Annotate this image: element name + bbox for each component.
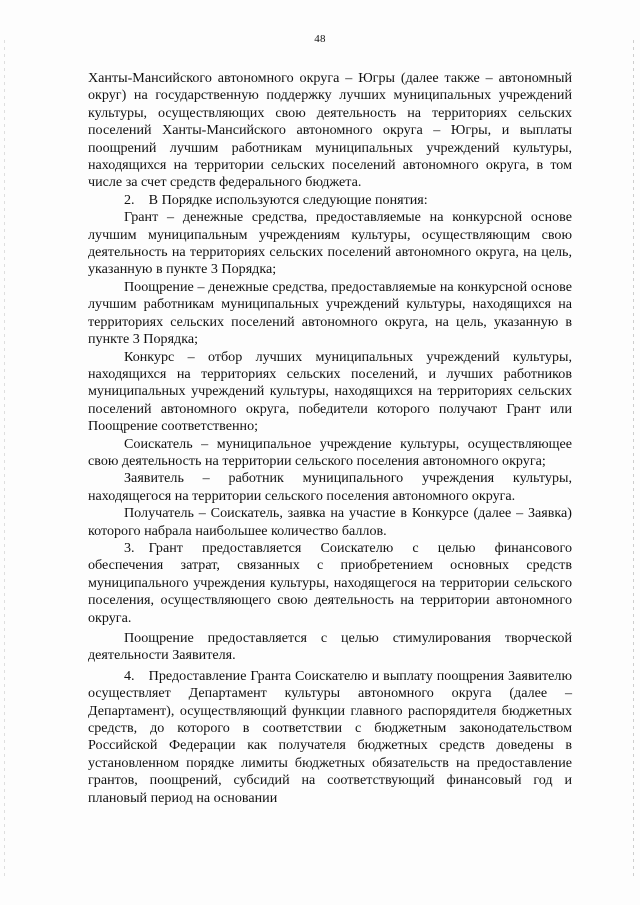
scan-edge-left	[4, 40, 5, 880]
paragraph-item-4: 4. Предоставление Гранта Соискателю и выплату поощрения Заявителю осуществляет Департамент культуры автономного округа (далее – Департамент), осуществляющий функции главного распорядителя бюджетных средств, до которого в соответствии с бюджетным законодательством Российской Федерации как получателя бюджетных средств доведены в установленном порядке лимиты бюджетных обязательств на предоставление грантов, поощрений, субсидий на соответствующий финансовый год и плановый период на основании	[88, 667, 572, 806]
paragraph-contest-definition: Конкурс – отбор лучших муниципальных учреждений культуры, находящихся на территориях сельских поселений, и лучших работников муниципальных учреждений культуры, находящихся на территориях сельских поселений автономного округа, победители которого получают Грант или Поощрение соответственно;	[88, 348, 572, 435]
paragraph-applicant-institution-definition: Соискатель – муниципальное учреждение культуры, осуществляющее свою деятельность на территории сельского поселения автономного округа;	[88, 435, 572, 469]
paragraph-grant-definition: Грант – денежные средства, предоставляемые на конкурсной основе лучшим муниципальным учреждениям культуры, осуществляющим свою деятельность на территориях сельских поселений автономного округа, на цель, указанную в пункте 3 Порядка;	[88, 209, 572, 278]
paragraph-item-3: 3. Грант предоставляется Соискателю с целью финансового обеспечения затрат, связанных с приобретением основных средств муниципального учреждения культуры, находящегося на территории сельского поселения, осуществляющего свою деятельность на территории автономного округа.	[88, 539, 572, 626]
paragraph-item-2: 2. В Порядке используются следующие понятия:	[124, 191, 428, 208]
page-number: 48	[314, 33, 326, 45]
paragraph-incentive-purpose: Поощрение предоставляется с целью стимулирования творческой деятельности Заявителя.	[88, 630, 572, 664]
paragraph-applicant-worker-definition: Заявитель – работник муниципального учреждения культуры, находящегося на территории сельского поселения автономного округа.	[88, 470, 572, 504]
scan-edge-right	[633, 40, 634, 880]
paragraph-recipient-definition: Получатель – Соискатель, заявка на участие в Конкурсе (далее – Заявка) которого набрала наибольшее количество баллов.	[88, 505, 572, 539]
paragraph-incentive-definition: Поощрение – денежные средства, предоставляемые на конкурсной основе лучшим работникам муниципальных учреждений культуры, находящихся на территориях сельских поселений автономного округа, на цель, указанную в пункте 3 Порядка;	[88, 278, 572, 348]
paragraph-continuation: Ханты-Мансийского автономного округа – Югры (далее также – автономный округ) на государственную поддержку лучших муниципальных учреждений культуры, осуществляющих свою деятельность на территориях сельских поселений Ханты-Мансийского автономного округа – Югры, и выплаты поощрений лучшим работникам муниципальных учреждений культуры, находящихся на территории сельских поселений автономного округа, в том числе за счет средств федерального бюджета.	[88, 70, 572, 191]
document-body	[88, 70, 572, 807]
